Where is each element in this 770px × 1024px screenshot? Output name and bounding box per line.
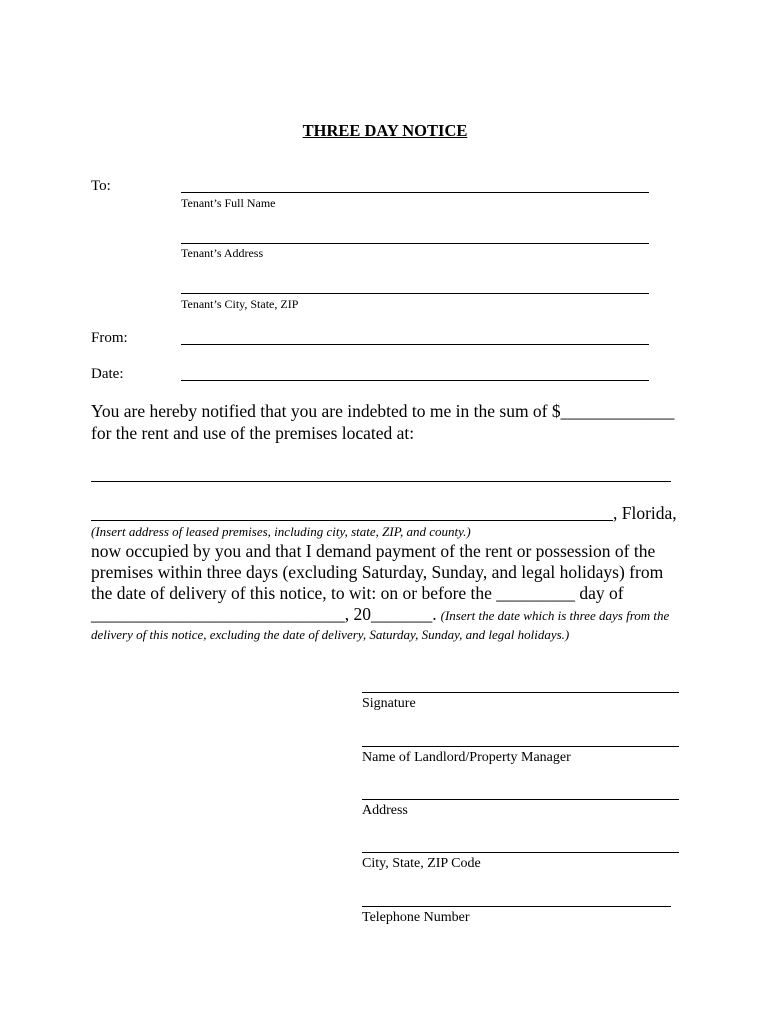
notice-line-2: for the rent and use of the premises located at:: [91, 423, 415, 443]
landlord-city-line[interactable]: [362, 852, 679, 853]
tenant-address-line[interactable]: [181, 243, 649, 244]
date-line[interactable]: [181, 380, 649, 381]
due-date-blanks: _____________________________, 20_______.: [91, 604, 437, 624]
from-line[interactable]: [181, 344, 649, 345]
notice-line-3: now occupied by you and that I demand payment of the rent or possession of the: [91, 541, 656, 561]
tenant-name-line[interactable]: [181, 192, 649, 193]
tenant-name-caption: Tenant’s Full Name: [181, 196, 276, 210]
telephone-caption: Telephone Number: [362, 910, 470, 925]
tenant-city-caption: Tenant’s City, State, ZIP: [181, 297, 299, 311]
tenant-address-caption: Tenant’s Address: [181, 246, 264, 260]
landlord-name-line[interactable]: [362, 746, 679, 747]
notice-line-5: the date of delivery of this notice, to wit: on or before the _________ day of: [91, 583, 624, 603]
signature-caption: Signature: [362, 696, 416, 711]
premises-address-line-2[interactable]: [91, 520, 613, 521]
premises-address-line-1[interactable]: [91, 481, 671, 482]
due-date-instruction-cont: delivery of this notice, excluding the date of delivery, Saturday, Sunday, and legal holidays.): [91, 627, 570, 642]
signature-line[interactable]: [362, 692, 679, 693]
notice-line-1: You are hereby notified that you are indebted to me in the sum of $_____________: [91, 401, 675, 421]
tenant-city-line[interactable]: [181, 293, 649, 294]
to-label: To:: [91, 178, 111, 194]
document-title: THREE DAY NOTICE: [302, 121, 468, 140]
notice-line-4: premises within three days (excluding Saturday, Sunday, and legal holidays) from: [91, 562, 664, 582]
from-label: From:: [91, 330, 128, 346]
address-instruction: (Insert address of leased premises, including city, state, ZIP, and county.): [91, 524, 471, 539]
landlord-name-caption: Name of Landlord/Property Manager: [362, 750, 571, 765]
landlord-address-line[interactable]: [362, 799, 679, 800]
telephone-line[interactable]: [362, 906, 671, 907]
landlord-city-caption: City, State, ZIP Code: [362, 856, 481, 871]
landlord-address-caption: Address: [362, 803, 408, 818]
notice-line-6: [91, 604, 669, 625]
florida-suffix: , Florida,: [613, 503, 677, 523]
date-label: Date:: [91, 366, 124, 382]
due-date-instruction: (Insert the date which is three days from the: [440, 608, 670, 623]
